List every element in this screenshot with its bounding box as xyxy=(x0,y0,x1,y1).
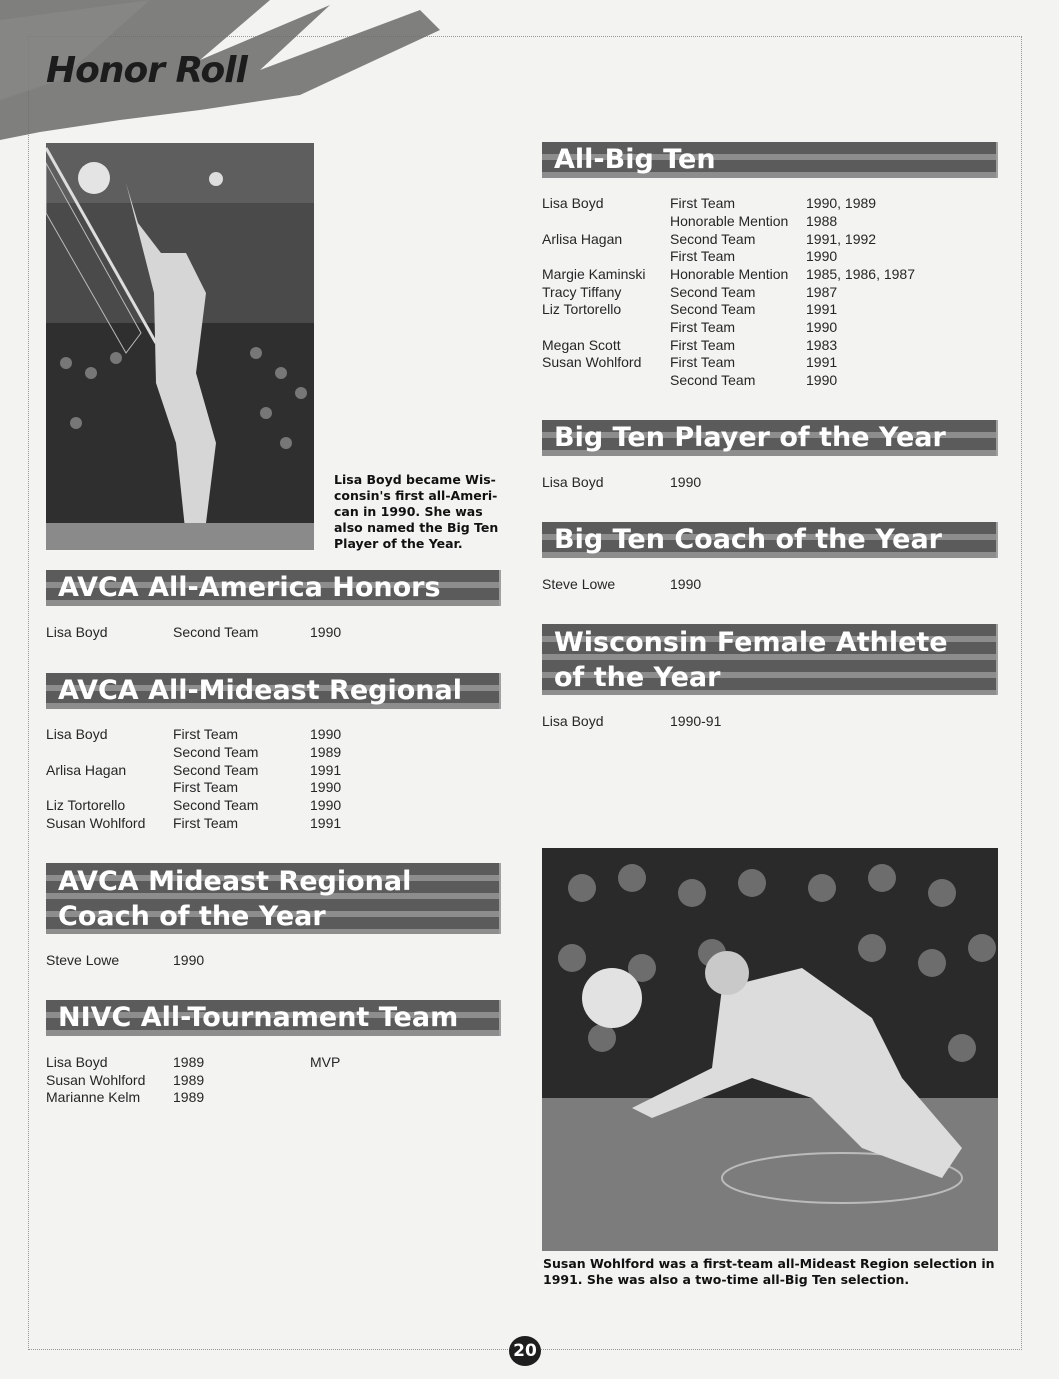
cell-name: Margie Kaminski xyxy=(542,266,646,282)
caption-line: 1991. She was also a two-time all-Big Ten selection. xyxy=(543,1272,910,1287)
cell-name: Steve Lowe xyxy=(46,952,120,968)
caption-line: can in 1990. She was xyxy=(334,504,483,519)
cell-team: Second Team xyxy=(670,372,756,388)
banner-line: of the Year xyxy=(554,662,721,693)
cell-team: Second Team xyxy=(670,284,756,300)
cell-year: 1990 xyxy=(806,248,838,264)
cell-year: 1991 xyxy=(806,301,838,317)
cell-team: Honorable Mention xyxy=(670,213,789,229)
cell-year: 1989 xyxy=(173,1054,205,1070)
cell-team: First Team xyxy=(670,248,736,264)
cell-year: 1990 xyxy=(670,474,702,490)
caption-line: consin's first all-Ameri- xyxy=(334,488,498,503)
cell-year: 1991 xyxy=(310,815,342,831)
cell-name: Susan Wohlford xyxy=(46,1072,146,1088)
caption-line: Player of the Year. xyxy=(334,536,463,551)
cell-name: Megan Scott xyxy=(542,337,621,353)
cell-name: Lisa Boyd xyxy=(542,713,604,729)
photo-caption-boyd xyxy=(334,472,504,552)
cell-year: 1990 xyxy=(310,779,342,795)
cell-team: First Team xyxy=(670,319,736,335)
cell-team: First Team xyxy=(670,354,736,370)
cell-name: Lisa Boyd xyxy=(542,195,604,211)
cell-team: Second Team xyxy=(173,624,259,640)
caption-line: Lisa Boyd became Wis- xyxy=(334,472,496,487)
cell-name: Susan Wohlford xyxy=(542,354,642,370)
cell-name: Arlisa Hagan xyxy=(46,762,127,778)
cell-team: Second Team xyxy=(670,301,756,317)
cell-year: 1990 xyxy=(310,624,342,640)
cell-team: First Team xyxy=(670,337,736,353)
cell-team: Second Team xyxy=(173,797,259,813)
cell-team: First Team xyxy=(173,815,239,831)
cell-team: Second Team xyxy=(670,231,756,247)
section-banner-avca-mideast: AVCA All-Mideast Regional xyxy=(46,673,501,709)
cell-team: First Team xyxy=(670,195,736,211)
page-number: 20 xyxy=(509,1336,541,1366)
cell-name: Arlisa Hagan xyxy=(542,231,623,247)
cell-year: 1990 xyxy=(806,372,838,388)
page-title: Honor Roll xyxy=(46,50,247,91)
cell-name: Susan Wohlford xyxy=(46,815,146,831)
cell-year: 1991, 1992 xyxy=(806,231,877,247)
photo-lisa-boyd xyxy=(46,143,314,550)
cell-year: 1990 xyxy=(670,576,702,592)
photo-susan-wohlford xyxy=(542,848,998,1251)
cell-year: 1991 xyxy=(806,354,838,370)
cell-team: First Team xyxy=(173,779,239,795)
cell-name: Liz Tortorello xyxy=(542,301,622,317)
cell-year: 1990, 1989 xyxy=(806,195,877,211)
section-banner-all-big-ten: All-Big Ten xyxy=(542,142,998,178)
cell-name: Steve Lowe xyxy=(542,576,616,592)
section-banner-avca-all-america: AVCA All-America Honors xyxy=(46,570,501,606)
caption-line: also named the Big Ten xyxy=(334,520,499,535)
photo-caption-wohlford xyxy=(543,1256,1003,1288)
cell-year: 1988 xyxy=(806,213,838,229)
cell-year: 1990 xyxy=(310,726,342,742)
cell-name: Tracy Tiffany xyxy=(542,284,622,300)
cell-team: First Team xyxy=(173,726,239,742)
cell-name: Lisa Boyd xyxy=(46,726,108,742)
cell-name: Lisa Boyd xyxy=(46,1054,108,1070)
section-banner-avca-mideast-coach xyxy=(46,863,501,934)
cell-year: 1983 xyxy=(806,337,838,353)
cell-year: 1987 xyxy=(806,284,838,300)
cell-name: Lisa Boyd xyxy=(46,624,108,640)
section-banner-wisconsin-athlete xyxy=(542,624,998,695)
banner-line: Wisconsin Female Athlete xyxy=(554,627,948,658)
cell-team: Second Team xyxy=(173,744,259,760)
cell-year: 1989 xyxy=(173,1089,205,1105)
cell-name: Marianne Kelm xyxy=(46,1089,141,1105)
caption-line: Susan Wohlford was a first-team all-Mideast Region selection in xyxy=(543,1256,995,1271)
section-banner-big-ten-coach: Big Ten Coach of the Year xyxy=(542,522,998,558)
section-banner-big-ten-player: Big Ten Player of the Year xyxy=(542,420,998,456)
cell-year: 1990-91 xyxy=(670,713,722,729)
cell-year: 1990 xyxy=(310,797,342,813)
section-banner-nivc: NIVC All-Tournament Team xyxy=(46,1000,501,1036)
banner-line: AVCA Mideast Regional xyxy=(58,866,412,897)
cell-team: Second Team xyxy=(173,762,259,778)
cell-year: 1985, 1986, 1987 xyxy=(806,266,915,282)
cell-name: Liz Tortorello xyxy=(46,797,126,813)
cell-year: 1989 xyxy=(310,744,342,760)
cell-year: 1990 xyxy=(806,319,838,335)
banner-line: Coach of the Year xyxy=(58,901,326,932)
cell-year: 1989 xyxy=(173,1072,205,1088)
cell-name: Lisa Boyd xyxy=(542,474,604,490)
cell-year: 1991 xyxy=(310,762,342,778)
cell-team: Honorable Mention xyxy=(670,266,789,282)
cell-year: 1990 xyxy=(173,952,205,968)
cell-award: MVP xyxy=(310,1054,341,1070)
